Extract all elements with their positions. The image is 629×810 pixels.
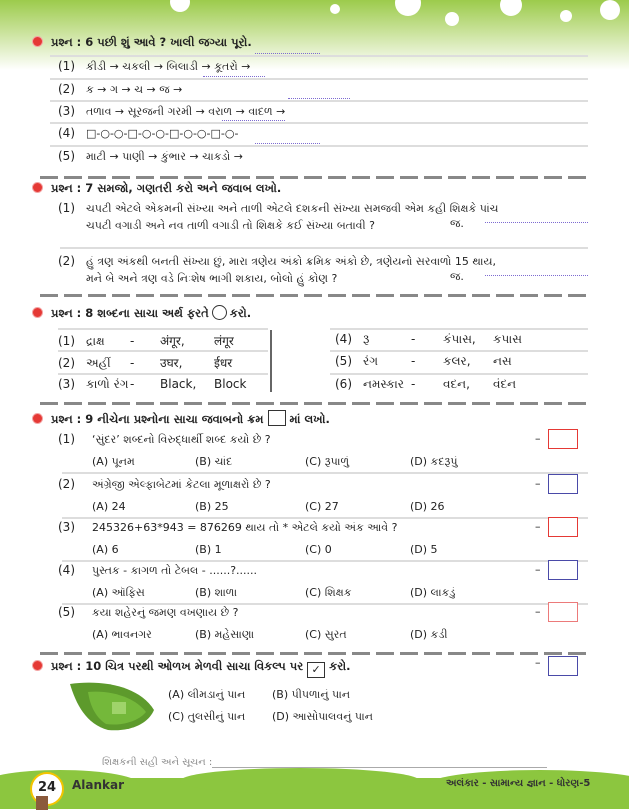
item-number: (2): [58, 82, 75, 96]
meaning-item: [58, 377, 246, 392]
page-number: 24: [30, 772, 64, 806]
option[interactable]: વદન,: [443, 377, 470, 391]
answer-blank[interactable]: [255, 53, 320, 54]
answer-blank[interactable]: [485, 222, 588, 223]
answer-blank[interactable]: [255, 143, 320, 144]
item-number: (2): [58, 477, 75, 491]
item-number: (3): [58, 377, 75, 391]
q10-title: પ્રશ્ન : 10 ચિત્ર પરથી ઓળખ મેળવી સાચા વિકલ્પ પર ✓ કરો.: [32, 659, 350, 678]
bullet-icon: [32, 413, 43, 424]
question-text: અંગ્રેજી એલ્ફાબેટમાં કેટલા મૂળાક્ષરો છે ?: [92, 478, 271, 491]
problem-line: ચપટી એટલે એકમની સંખ્યા અને તાળી એટલે દશકની સંખ્યા સમજવી એમ કહી શિક્ષકે પાંચ: [86, 202, 499, 215]
mcq-option[interactable]: (A) 6: [92, 543, 119, 556]
sequence-item: [58, 126, 238, 140]
row-divider: [330, 373, 588, 375]
answer-blank[interactable]: [203, 76, 265, 77]
mcq-option[interactable]: (B) 1: [195, 543, 222, 556]
mcq-option[interactable]: (D) લાકડું: [410, 586, 456, 599]
word-problem: [58, 253, 496, 287]
mcq-option[interactable]: (B) 25: [195, 500, 229, 513]
row-divider: [58, 373, 268, 375]
q10-option-d[interactable]: (D) આસોપાલવનું પાન: [272, 710, 373, 723]
mcq-option[interactable]: (C) શિક્ષક: [305, 586, 352, 599]
meaning-item: [335, 354, 512, 369]
option[interactable]: કંપાસ,: [443, 332, 476, 346]
item-number: (4): [335, 332, 352, 346]
meaning-item: [335, 332, 522, 347]
word: રૂ: [363, 332, 370, 346]
row-divider: [50, 78, 588, 80]
section-divider: [40, 652, 588, 655]
answer-blank[interactable]: [222, 120, 285, 121]
mcq-question: [58, 477, 271, 492]
option[interactable]: लंगूर: [214, 334, 234, 348]
item-number: (5): [335, 354, 352, 368]
row-divider: [50, 145, 588, 147]
word: રંગ: [363, 354, 378, 368]
mcq-option[interactable]: (C) 0: [305, 543, 332, 556]
option[interactable]: अंगूर,: [160, 334, 185, 348]
mcq-question: [58, 563, 257, 578]
row-divider: [50, 122, 588, 124]
word-problem: [58, 200, 498, 234]
mcq-option[interactable]: (D) કડી: [410, 628, 448, 641]
option[interactable]: ईधर: [214, 356, 233, 370]
answer-label: જ.: [450, 217, 464, 230]
answer-dash: –: [535, 432, 541, 445]
sequence-text: □-○-○-□-○-○-□-○-○-□-○-: [86, 127, 239, 140]
word: કાળો રંગ: [86, 377, 129, 391]
problem-line: ચપટી વગાડી અને નવ તાળી વગાડી તો શિક્ષકે કઈ સંખ્યા બતાવી ?: [86, 219, 376, 232]
mcq-question: [58, 432, 271, 447]
sequence-item: [58, 59, 250, 74]
sequence-item: [58, 104, 285, 119]
row-divider: [50, 55, 588, 57]
row-divider: [62, 517, 588, 519]
bullet-icon: [32, 36, 43, 47]
answer-box[interactable]: [548, 474, 578, 494]
row-divider: [330, 350, 588, 352]
mcq-question: [58, 605, 238, 620]
answer-box[interactable]: [548, 602, 578, 622]
box-icon: [268, 410, 286, 426]
question-text: પુસ્તક - કાગળ તો ટેબલ - ......?......: [92, 564, 258, 577]
answer-label: જ.: [450, 270, 464, 283]
section-divider: [40, 176, 588, 179]
option[interactable]: Block: [214, 377, 247, 391]
word: નમસ્કાર: [363, 377, 404, 391]
circle-icon: [212, 305, 227, 320]
answer-box[interactable]: [548, 560, 578, 580]
answer-dash: –: [535, 563, 541, 576]
mcq-option[interactable]: (C) 27: [305, 500, 339, 513]
answer-dash: –: [535, 477, 541, 490]
row-divider: [50, 100, 588, 102]
mcq-option[interactable]: (A) ઑફિસ: [92, 586, 145, 599]
q7-title: પ્રશ્ન : 7 સમજો, ગણતરી કરો અને જવાબ લખો.: [32, 181, 281, 196]
option[interactable]: વંદન: [493, 377, 517, 391]
item-number: (1): [58, 334, 75, 348]
problem-line: મને બે અને ત્રણ વડે નિઃશેષ ભાગી શકાય, બોલો હું કોણ ?: [86, 272, 338, 285]
q10-dash: –: [535, 656, 541, 669]
item-number: (1): [58, 432, 75, 446]
mcq-option[interactable]: (B) શાળા: [195, 586, 238, 599]
item-number: (6): [335, 377, 352, 391]
q10-option-b[interactable]: (B) પીપળાનું પાન: [272, 688, 351, 701]
question-text: ‘સુંદર’ શબ્દનો વિરુદ્ધાર્થી શબ્દ કયો છે ?: [92, 433, 271, 446]
q10-option-a[interactable]: (A) લીમડાનું પાન: [168, 688, 246, 701]
q9-title: પ્રશ્ન : 9 નીચેના પ્રશ્નોના સાચા જવાબનો ક્રમ માં લખો.: [32, 410, 330, 427]
checkbox-icon: ✓: [307, 662, 325, 678]
word: દ્રાક્ષ: [86, 334, 105, 348]
separator: -: [411, 332, 416, 346]
leaf-image: [68, 680, 158, 732]
item-number: (4): [58, 563, 75, 577]
option[interactable]: કલર,: [443, 354, 471, 368]
separator: -: [130, 334, 135, 348]
brand-logo: Alankar: [72, 778, 125, 792]
meaning-item: [58, 332, 234, 349]
item-number: (5): [58, 605, 75, 619]
sequence-text: માટી → પાણી → કુંભાર → ચાકડો →: [86, 150, 243, 163]
separator: -: [411, 377, 416, 391]
sequence-text: ક → ગ → ચ → જ →: [86, 83, 183, 96]
item-number: (2): [58, 356, 75, 370]
separator: -: [130, 356, 135, 370]
item-number: (3): [58, 520, 75, 534]
row-divider: [58, 350, 268, 352]
mcq-option[interactable]: (A) ભાવનગર: [92, 628, 152, 641]
q6-title: પ્રશ્ન : 6 પછી શું આવે ? ખાલી જગ્યા પૂરો.: [32, 35, 252, 50]
option[interactable]: નસ: [493, 354, 512, 368]
bullet-icon: [32, 182, 43, 193]
mcq-option[interactable]: (A) 24: [92, 500, 126, 513]
mcq-option[interactable]: (C) સુરત: [305, 628, 347, 641]
book-title: અલંકાર - સામાન્ય જ્ઞાન - ધોરણ-5: [446, 778, 591, 789]
section-divider: [40, 402, 588, 405]
item-number: (1): [58, 59, 75, 73]
answer-blank[interactable]: [288, 98, 350, 99]
option[interactable]: કપાસ: [493, 332, 522, 346]
row-divider: [62, 472, 588, 474]
problem-line: હું ત્રણ અંકથી બનતી સંખ્યા છું, મારા ત્રણેય અંકો ક્રમિક અંકો છે, ત્રણેયનો સરવાળો 15 થાય,: [86, 255, 496, 268]
bullet-icon: [32, 307, 43, 318]
sequence-text: કીડી → ચકલી → બિલાડી → કૂતરો →: [86, 60, 251, 73]
meaning-item: [335, 377, 516, 392]
mcq-option[interactable]: (A) પૂનમ: [92, 455, 135, 468]
item-number: (1): [58, 201, 75, 215]
mcq-question: [58, 520, 397, 535]
mcq-option[interactable]: (C) રૂપાળું: [305, 455, 350, 468]
row-divider: [60, 247, 588, 249]
signature-label: શિક્ષકની સહી અને સૂચન :: [102, 757, 213, 768]
separator: -: [130, 377, 135, 391]
mcq-option[interactable]: (B) ચાંદ: [195, 455, 233, 468]
mcq-option[interactable]: (D) કદરૂપું: [410, 455, 458, 468]
q10-option-c[interactable]: (C) તુલસીનું પાન: [168, 710, 246, 723]
item-number: (5): [58, 149, 75, 163]
answer-dash: –: [535, 605, 541, 618]
row-divider: [58, 328, 268, 330]
item-number: (2): [58, 254, 75, 268]
option[interactable]: उघर,: [160, 356, 183, 370]
bullet-icon: [32, 660, 43, 671]
answer-dash: –: [535, 520, 541, 533]
sequence-text: તળાવ → સૂરજની ગરમી → વરાળ → વાદળ →: [86, 105, 286, 118]
word: અહીં: [86, 356, 111, 370]
meaning-item: [58, 354, 232, 371]
mcq-option[interactable]: (D) 26: [410, 500, 445, 513]
item-number: (3): [58, 104, 75, 118]
option[interactable]: Black,: [160, 377, 197, 391]
mcq-option[interactable]: (D) 5: [410, 543, 438, 556]
column-divider: [270, 330, 272, 392]
row-divider: [330, 328, 588, 330]
answer-blank[interactable]: [485, 275, 588, 276]
sequence-item: [58, 82, 182, 97]
question-text: 245326+63*943 = 876269 થાય તો * એટલે કયો અંક આવે ?: [92, 521, 398, 534]
separator: -: [411, 354, 416, 368]
answer-box[interactable]: [548, 517, 578, 537]
section-divider: [40, 294, 588, 297]
q10-answer-box[interactable]: [548, 656, 578, 676]
sequence-item: [58, 149, 243, 164]
answer-box[interactable]: [548, 429, 578, 449]
row-divider: [62, 560, 588, 562]
mcq-option[interactable]: (B) મહેસાણા: [195, 628, 255, 641]
q8-title: પ્રશ્ન : 8 શબ્દના સાચા અર્થ ફરતે કરો.: [32, 305, 251, 321]
item-number: (4): [58, 126, 75, 140]
question-text: કયા શહેરનું જમણ વખણાય છે ?: [92, 606, 239, 619]
